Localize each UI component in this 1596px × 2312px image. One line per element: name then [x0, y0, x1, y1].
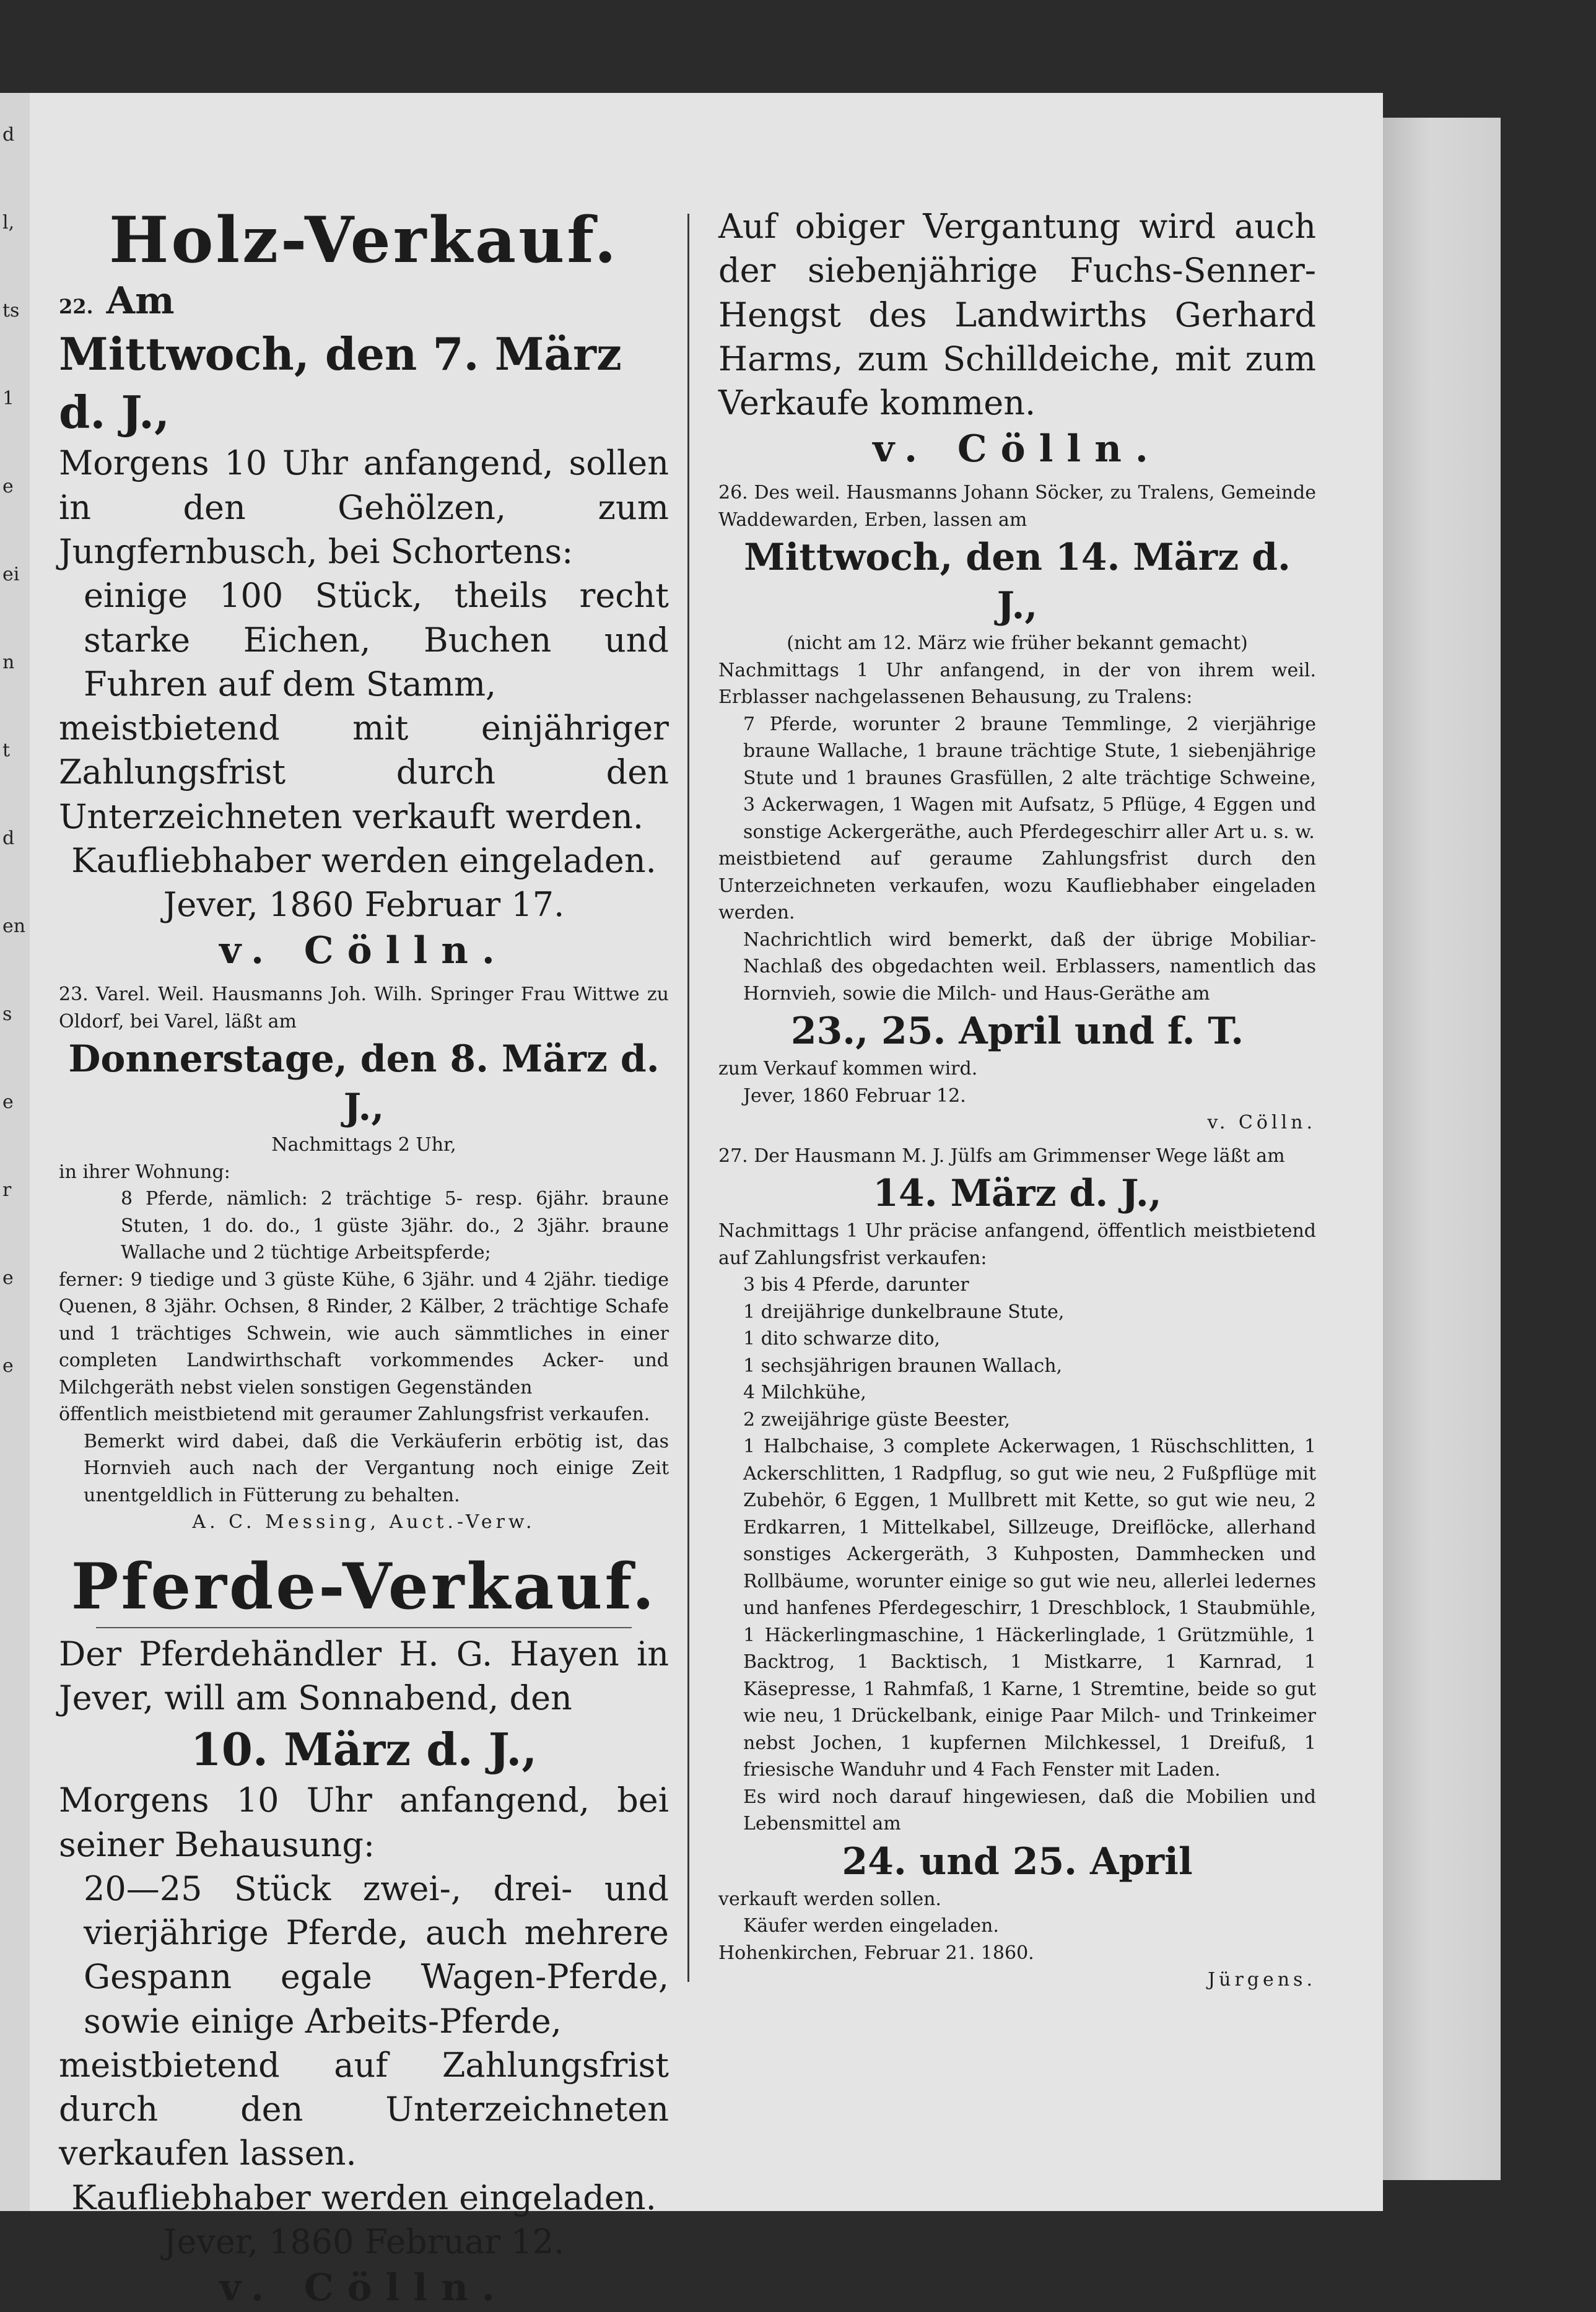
juelfs-list-item: 1 dito schwarze dito,: [743, 1328, 941, 1350]
prev-letter: l,: [2, 212, 15, 233]
prev-letter: ei: [2, 564, 20, 585]
juelfs-list-item: 2 zweijährige güste Beester,: [743, 1408, 1011, 1431]
pferde-title: Pferde-Verkauf.: [71, 1549, 657, 1624]
pferde-intro: Der Pferdehändler H. G. Hayen in Jever, will am Sonnabend, den: [59, 1634, 669, 1718]
soecker-intro: 26. Des weil. Hausmanns Johann Söcker, zu Tralens, Gemeinde Waddewarden, Erben, lassen am: [718, 482, 1316, 531]
varel-ferner: ferner: 9 tiedige und 3 güste Kühe, 6 3jähr. und 4 2jähr. tiedige Quenen, 8 3jähr. Ochsen, 8 Rinder, 2 Kälber, 2 trächtige Schafe und 1 trächtiges Schwein, wie auch sämmtliches in einer completen Landwirthschaft vorkommendes Acker- und Milchgeräth nebst vielen sonstigen Gegenständen: [59, 1268, 669, 1398]
varel-terms: öffentlich meistbietend mit geraumer Zahlungsfrist verkaufen.: [59, 1403, 650, 1426]
holz-terms: meistbietend mit einjähriger Zahlungsfrist durch den Unterzeichneten verkauft werden.: [59, 709, 669, 836]
varel-intro: 23. Varel. Weil. Hausmanns Joh. Wilh. Springer Frau Wittwe zu Oldorf, bei Varel, läßt am: [59, 984, 669, 1032]
soecker-place-date: Jever, 1860 Februar 12.: [743, 1084, 966, 1107]
soecker-signature: v. Cölln.: [1207, 1112, 1316, 1134]
juelfs-ad: [718, 1143, 1316, 1994]
juelfs-list-item: 3 bis 4 Pferde, darunter: [743, 1274, 969, 1296]
holz-signature: v. Cölln.: [219, 929, 508, 973]
juelfs-list-item: 4 Milchkühe,: [743, 1382, 866, 1404]
prev-letter: d: [2, 827, 15, 849]
juelfs-time: Nachmittags 1 Uhr präcise anfangend, öffentlich meistbietend auf Zahlungsfrist verkaufen:: [718, 1220, 1316, 1269]
prev-letter: en: [2, 915, 26, 937]
holz-am: [59, 277, 669, 325]
prev-letter: d: [2, 124, 15, 146]
varel-time: Nachmittags 2 Uhr,: [271, 1134, 456, 1156]
hengst-signature: v. Cölln.: [873, 427, 1162, 471]
holz-verkauf-ad: [59, 204, 669, 975]
soecker-after: zum Verkauf kommen wird.: [718, 1058, 978, 1080]
juelfs-signature: Jürgens.: [1208, 1969, 1316, 1991]
prev-letter: s: [2, 1003, 12, 1025]
juelfs-date: 14. März d. J.,: [873, 1172, 1162, 1216]
prev-letter: n: [2, 652, 15, 673]
holz-items: einige 100 Stück, theils recht starke Eichen, Buchen und Fuhren auf dem Stamm,: [84, 576, 669, 704]
soecker-correction: (nicht am 12. März wie früher bekannt gemacht): [787, 632, 1248, 655]
soecker-time: Nachmittags 1 Uhr anfangend, in der von ihrem weil. Erblasser nachgelassenen Behausung, zu Tralens:: [718, 659, 1316, 709]
prev-letter: e: [2, 476, 14, 497]
ad-number: 22.: [59, 295, 94, 319]
holz-invite: Kaufliebhaber werden eingeladen.: [71, 840, 656, 880]
hengst-text: Auf obiger Vergantung wird auch der siebenjährige Fuchs-Senner-Hengst des Landwirths Gerhard Harms, zum Schilldeiche, mit zum Verkaufe kommen.: [718, 207, 1316, 423]
pferde-place-date: Jever, 1860 Februar 12.: [163, 2222, 565, 2261]
varel-note: Bemerkt wird dabei, daß die Verkäuferin erbötig ist, das Hornvieh auch nach der Vergantung noch einige Zeit unentgeldlich in Fütterung zu behalten.: [84, 1430, 669, 1506]
soecker-terms: meistbietend auf geraume Zahlungsfrist durch den Unterzeichneten verkaufen, wozu Kaufliebhaber eingeladen werden.: [718, 848, 1316, 924]
pferde-date: 10. März d. J.,: [190, 1722, 538, 1776]
prev-letter: e: [2, 1355, 14, 1377]
varel-date: Donnerstage, den 8. März d. J.,: [68, 1037, 660, 1130]
varel-ad: [59, 981, 669, 1536]
soecker-date: Mittwoch, den 14. März d. J.,: [744, 536, 1291, 628]
pferde-items: 20—25 Stück zwei-, drei- und vierjährige Pferde, auch mehrere Gespann egale Wagen-Pferde, sowie einige Arbeits-Pferde,: [84, 1869, 669, 2041]
juelfs-note: Es wird noch darauf hingewiesen, daß die Mobilien und Lebensmittel am: [743, 1786, 1316, 1835]
juelfs-date2: 24. und 25. April: [842, 1839, 1193, 1883]
soecker-date2: 23., 25. April und f. T.: [790, 1010, 1244, 1053]
prev-letter: ts: [2, 300, 20, 321]
pferde-terms: meistbietend auf Zahlungsfrist durch den Unterzeichneten verkaufen lassen.: [59, 2045, 669, 2173]
pferde-signature: v. Cölln.: [219, 2266, 508, 2310]
varel-signature: A. C. Messing, Auct.-Verw.: [192, 1511, 536, 1533]
holz-title: Holz-Verkauf.: [108, 203, 619, 277]
varel-items: 8 Pferde, nämlich: 2 trächtige 5- resp. 6jähr. braune Stuten, 1 do. do., 1 güste 3jähr. do., 2 3jähr. braune Wallache und 2 tüchtige Arbeitspferde;: [121, 1188, 669, 1264]
prev-letter: t: [2, 739, 11, 761]
juelfs-after: verkauft werden sollen.: [718, 1888, 941, 1910]
left-column: [59, 204, 669, 2312]
soecker-items: 7 Pferde, worunter 2 braune Temmlinge, 2 vierjährige braune Wallache, 1 braune trächtige Stute, 1 siebenjährige Stute und 1 braunes Grasfüllen, 2 alte trächtige Schweine, 3 Ackerwagen, 1 Wagen mit Aufsatz, 5 Pflüge, 4 Eggen und sonstige Ackergeräthe, auch Pferdegeschirr aller Art u. s. w.: [743, 713, 1316, 843]
pferde-invite: Kaufliebhaber werden eingeladen.: [71, 2178, 656, 2217]
prev-letter: e: [2, 1267, 14, 1289]
juelfs-invite: Käufer werden eingeladen.: [743, 1915, 999, 1937]
right-column: [718, 204, 1316, 1994]
juelfs-list-item: 1 dreijährige dunkelbraune Stute,: [743, 1301, 1065, 1323]
hengst-note: [718, 204, 1316, 473]
soecker-ad: [718, 479, 1316, 1136]
column-divider: [687, 214, 689, 1982]
pferde-time: Morgens 10 Uhr anfangend, bei seiner Behausung:: [59, 1781, 669, 1864]
page-stack-edge: [1383, 118, 1501, 2180]
varel-place: in ihrer Wohnung:: [59, 1161, 230, 1183]
juelfs-place-date: Hohenkirchen, Februar 21. 1860.: [718, 1942, 1034, 1964]
prev-letter: 1: [2, 388, 15, 409]
juelfs-intro: 27. Der Hausmann M. J. Jülfs am Grimmenser Wege läßt am: [718, 1145, 1285, 1167]
soecker-note: Nachrichtlich wird bemerkt, daß der übrige Mobiliar-Nachlaß des obgedachten weil. Erblassers, namentlich das Hornvieh, sowie die Milch- und Haus-Geräthe am: [743, 928, 1316, 1005]
juelfs-list-item: 1 sechsjährigen braunen Wallach,: [743, 1354, 1063, 1377]
prev-letter: e: [2, 1091, 14, 1113]
title-rule: [96, 1627, 632, 1628]
previous-page-letters: [2, 124, 27, 1443]
holz-body: Morgens 10 Uhr anfangend, sollen in den Gehölzen, zum Jungfernbusch, bei Schortens:: [59, 443, 669, 572]
holz-am-word: Am: [106, 279, 175, 323]
holz-date: Mittwoch, den 7. März d. J.,: [59, 328, 622, 438]
juelfs-list-item: 1 Halbchaise, 3 complete Ackerwagen, 1 Rüschschlitten, 1 Ackerschlitten, 1 Radpflug, so gut wie neu, 2 Fußpflüge mit Zubehör, 6 Eggen, 1 Mullbrett mit Kette, so gut wie neu, 2 Erdkarren, 1 Mittelkabel, Sillzeuge, Dreiflöcke, allerhand sonstiges Ackergeräth, 3 Kuhposten, Dammhecken und Rollbäume, worunter einige so gut wie neu, allerlei ledernes und hanfenes Pferdegeschirr, 1 Dreschblock, 1 Staubmühle, 1 Häckerlingmaschine, 1 Häckerlinglade, 1 Grützmühle, 1 Backtrog, 1 Backtisch, 1 Mistkarre, 1 Karnrad, 1 Käsepresse, 1 Rahmfaß, 1 Karne, 1 Stremtine, beide so gut wie neu, 1 Drückelbank, einige Paar Milch- und Trinkeimer nebst Jochen, 1 kupfernen Milchkessel, 1 Dreifuß, 1 friesische Wanduhr und 4 Fach Fenster mit Laden.: [743, 1436, 1316, 1781]
pferde-verkauf-ad: [59, 1551, 669, 2312]
holz-place-date: Jever, 1860 Februar 17.: [163, 885, 565, 925]
prev-letter: r: [2, 1179, 12, 1201]
